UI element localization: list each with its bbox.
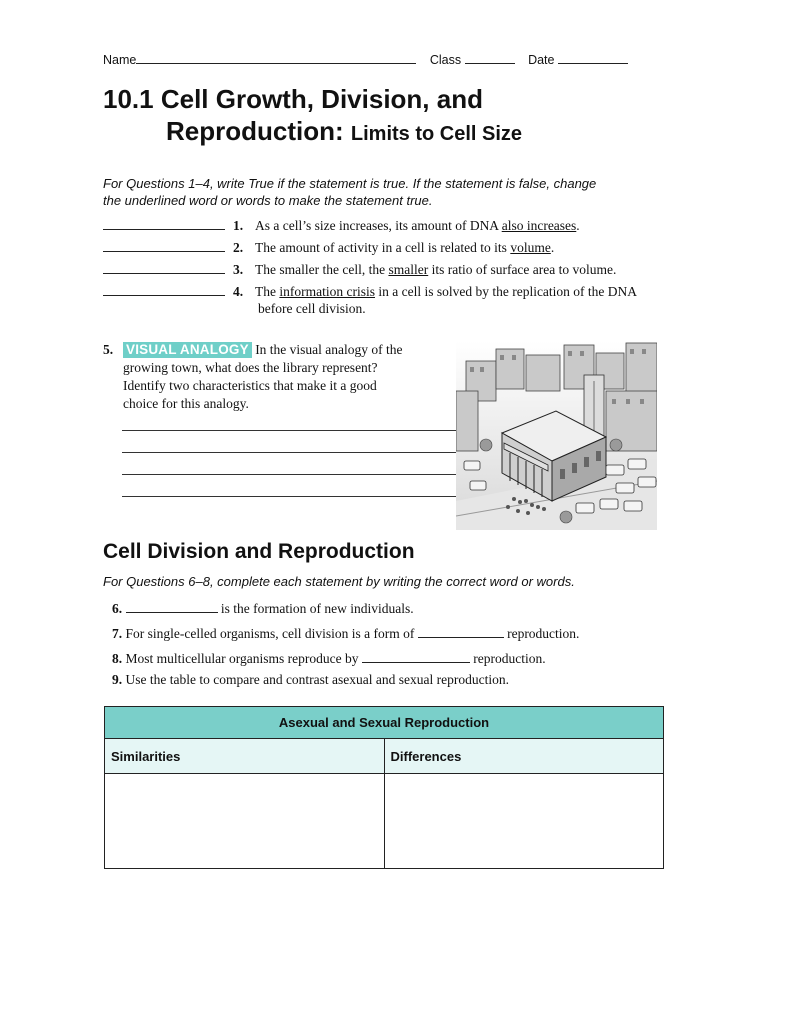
answer-line[interactable] bbox=[122, 474, 456, 475]
question-number: 9. bbox=[112, 672, 123, 687]
question-number: 1. bbox=[233, 218, 244, 233]
title-subtitle: Limits to Cell Size bbox=[350, 123, 523, 145]
instructions-6-8: For Questions 6–8, complete each statement by writing the correct word or words. bbox=[103, 574, 575, 589]
question-number: 6. bbox=[112, 601, 123, 616]
class-label: Class bbox=[429, 53, 462, 67]
question-5: 5. VISUAL ANALOGY In the visual analogy of the growing town, what does the library represent? Identify two characteristics that make it a good choice for this analogy. bbox=[103, 342, 403, 411]
instructions-line: the underlined word or words to make the statement true. bbox=[103, 193, 433, 208]
underlined-term: volume bbox=[510, 240, 551, 255]
comparison-table bbox=[104, 706, 664, 869]
question-1: 1. As a cell’s size increases, its amount of DNA also increases. bbox=[103, 216, 580, 235]
answer-line[interactable] bbox=[122, 496, 456, 497]
answer-blank[interactable] bbox=[362, 648, 470, 663]
section-heading: Cell Division and Reproduction bbox=[103, 540, 415, 563]
question-2: 2. The amount of activity in a cell is related to its volume. bbox=[103, 238, 554, 257]
name-field[interactable] bbox=[136, 49, 416, 64]
question-4: 4. The information crisis in a cell is solved by the replication of the DNA bbox=[103, 282, 637, 301]
column-header-differences: Differences bbox=[384, 739, 664, 774]
title-main: Reproduction: bbox=[166, 116, 344, 146]
question-number: 3. bbox=[233, 262, 244, 277]
page-title: 10.1 Cell Growth, Division, and bbox=[103, 84, 483, 114]
answer-blank[interactable] bbox=[103, 216, 225, 230]
date-field[interactable] bbox=[558, 49, 628, 64]
answer-blank[interactable] bbox=[103, 260, 225, 274]
table-title: Asexual and Sexual Reproduction bbox=[105, 707, 664, 739]
question-7: 7. For single-celled organisms, cell division is a form of reproduction. bbox=[112, 623, 579, 642]
date-label: Date bbox=[528, 53, 555, 67]
page-title-line2 bbox=[166, 116, 522, 147]
answer-blank[interactable] bbox=[103, 238, 225, 252]
instructions-1-4 bbox=[103, 175, 683, 209]
column-header-similarities: Similarities bbox=[105, 739, 385, 774]
answer-blank[interactable] bbox=[418, 623, 504, 638]
question-6: 6. is the formation of new individuals. bbox=[112, 598, 414, 617]
visual-analogy-badge: VISUAL ANALOGY bbox=[123, 342, 252, 358]
differences-cell[interactable] bbox=[384, 774, 664, 869]
underlined-term: smaller bbox=[388, 262, 429, 277]
question-number: 5. bbox=[103, 342, 114, 357]
header-fields bbox=[103, 49, 628, 67]
instructions-line: For Questions 1–4, write True if the statement is true. If the statement is false, change bbox=[103, 176, 597, 191]
answer-blank[interactable] bbox=[103, 282, 225, 296]
question-number: 2. bbox=[233, 240, 244, 255]
name-label: Name bbox=[103, 53, 137, 67]
question-3: 3. The smaller the cell, the smaller its ratio of surface area to volume. bbox=[103, 260, 616, 279]
answer-line[interactable] bbox=[122, 430, 456, 431]
town-library-illustration bbox=[456, 341, 657, 530]
question-number: 8. bbox=[112, 651, 123, 666]
answer-line[interactable] bbox=[122, 452, 456, 453]
question-number: 4. bbox=[233, 284, 244, 299]
question-4-continued: before cell division. bbox=[258, 301, 366, 316]
underlined-term: information crisis bbox=[279, 284, 375, 299]
question-9: 9. Use the table to compare and contrast asexual and sexual reproduction. bbox=[112, 672, 509, 687]
question-8: 8. Most multicellular organisms reproduce by reproduction. bbox=[112, 648, 546, 667]
class-field[interactable] bbox=[465, 49, 515, 64]
answer-blank[interactable] bbox=[126, 598, 218, 613]
question-number: 7. bbox=[112, 626, 123, 641]
similarities-cell[interactable] bbox=[105, 774, 385, 869]
underlined-term: also increases bbox=[501, 218, 577, 233]
